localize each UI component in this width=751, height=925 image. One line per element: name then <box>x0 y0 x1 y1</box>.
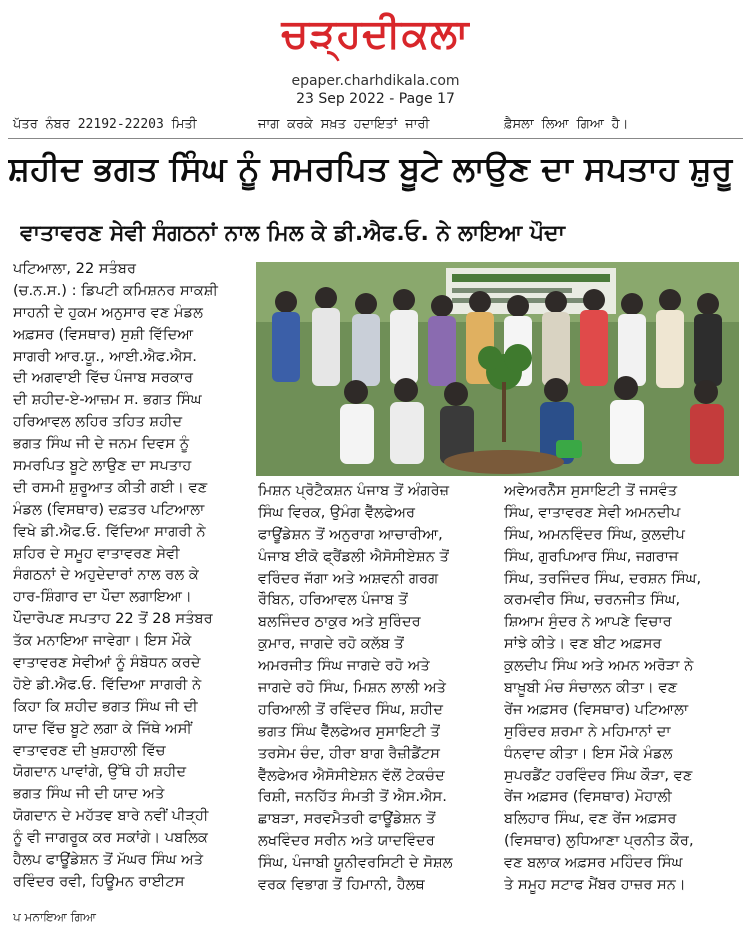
text-line: ਦੀ ਅਗਵਾਈ ਵਿੱਚ ਪੰਜਾਬ ਸਰਕਾਰ <box>13 369 194 387</box>
next-article-fragment: ਪ ਮਨਾਇਆ ਗਿਆ <box>13 910 96 924</box>
text-line: ਹੋਏ ਡੀ.ਐਫ.ਓ. ਵਿੱਦਿਆ ਸਾਗਰੀ ਨੇ <box>13 675 202 693</box>
text-line: ਹਾਰ-ਸ਼ਿੰਗਾਰ ਦਾ ਪੌਦਾ ਲਗਾਇਆ। <box>13 588 192 606</box>
text-line: ਸ਼ਹਿਰ ਦੇ ਸਮੂਹ ਵਾਤਾਵਰਣ ਸੇਵੀ <box>13 544 180 562</box>
text-line: ਹਰਿਆਲੀ ਤੋਂ ਰਵਿੰਦਰ ਸਿੰਘ, ਸ਼ਹੀਦ <box>258 700 443 718</box>
text-line: ਬਲਜਿੰਦਰ ਠਾਕੁਰ ਅਤੇ ਸੁਰਿੰਦਰ <box>258 613 421 631</box>
text-line: ਲਖਵਿੰਦਰ ਸਰੀਨ ਅਤੇ ਯਾਦਵਿੰਦਰ <box>258 832 435 850</box>
overline-right: ਫ਼ੈਸਲਾ ਲਿਆ ਗਿਆ ਹੈ। <box>504 117 629 132</box>
text-line: ਤਰਸੇਮ ਚੰਦ, ਹੀਰਾ ਬਾਗ ਰੈਜ਼ੀਡੈਂਟਸ <box>258 744 440 762</box>
text-line: ਹੈਲਪ ਫਾਊਂਡੇਸ਼ਨ ਤੋਂ ਮੱਘਰ ਸਿੰਘ ਅਤੇ <box>13 851 204 869</box>
text-line: ਪੌਦਾਰੋਪਣ ਸਪਤਾਹ 22 ਤੋਂ 28 ਸਤੰਬਰ <box>13 610 213 628</box>
text-line: ਅਮਰਜੀਤ ਸਿੰਘ ਜਾਗਦੇ ਰਹੋ ਅਤੇ <box>258 657 430 675</box>
text-line: ਰਵਿੰਦਰ ਰਵੀ, ਹਿਊਮਨ ਰਾਈਟਸ <box>13 872 185 890</box>
text-line: ਵੈੱਲਫੇਅਰ ਐਸੋਸੀਏਸ਼ਨ ਵੱਲੋਂ ਟੇਕਚੰਦ <box>258 766 445 784</box>
text-line: ਰੌਬਿਨ, ਹਰਿਆਵਲ ਪੰਜਾਬ ਤੋਂ <box>258 591 408 609</box>
text-line: (ਚ.ਨ.ਸ.) : ਡਿਪਟੀ ਕਮਿਸ਼ਨਰ ਸਾਕਸ਼ੀ <box>13 281 218 299</box>
page-info: 23 Sep 2022 - Page 17 <box>296 91 455 107</box>
text-line: ਰੇਂਜ ਅਫ਼ਸਰ (ਵਿਸਥਾਰ) ਮੋਹਾਲੀ <box>504 788 672 806</box>
source-url: epaper.charhdikala.com <box>291 73 460 89</box>
overline-left: ਪੱਤਰ ਨੰਬਰ 22192-22203 ਮਿਤੀ <box>13 117 197 132</box>
text-line: ਕਰਮਵੀਰ ਸਿੰਘ, ਚਰਨਜੀਤ ਸਿੰਘ, <box>504 591 681 609</box>
text-line: ਵਾਤਾਵਰਣ ਸੇਵੀਆਂ ਨੂੰ ਸੰਬੋਧਨ ਕਰਦੇ <box>13 654 201 672</box>
text-line: ਤੇ ਸਮੂਹ ਸਟਾਫ ਮੈਂਬਰ ਹਾਜ਼ਰ ਸਨ। <box>504 876 686 894</box>
text-line: ਭਗਤ ਸਿੰਘ ਜੀ ਦੀ ਯਾਦ ਅਤੇ <box>13 785 165 803</box>
text-line: ਵਰਿੰਦਰ ਜੱਗਾ ਅਤੇ ਅਸ਼ਵਨੀ ਗਰਗ <box>258 569 439 587</box>
text-line: ਸਾਹਨੀ ਦੇ ਹੁਕਮ ਅਨੁਸਾਰ ਵਣ ਮੰਡਲ <box>13 303 203 321</box>
text-line: ਸੰਗਠਨਾਂ ਦੇ ਅਹੁਦੇਦਾਰਾਂ ਨਾਲ ਰਲ ਕੇ <box>13 566 199 584</box>
previous-article-strip <box>0 114 751 136</box>
text-line: ਵਰਕ ਵਿਭਾਗ ਤੋਂ ਹਿਮਾਨੀ, ਹੈਲਥ <box>258 876 425 894</box>
overline-middle: ਜਾਗ ਕਰਕੇ ਸਖ਼ਤ ਹਦਾਇਤਾਂ ਜਾਰੀ <box>258 117 430 132</box>
article-headline: ਸ਼ਹੀਦ ਭਗਤ ਸਿੰਘ ਨੂੰ ਸਮਰਪਿਤ ਬੂਟੇ ਲਾਉਣ ਦਾ ਸਪਤਾਹ ਸ਼ੁਰੂ <box>8 149 733 188</box>
text-line: ਧੰਨਵਾਦ ਕੀਤਾ। ਇਸ ਮੌਕੇ ਮੰਡਲ <box>504 744 673 762</box>
article-photo <box>256 262 739 476</box>
text-line: ਸਿੰਘ, ਵਾਤਾਵਰਣ ਸੇਵੀ ਅਮਨਦੀਪ <box>504 503 681 521</box>
text-line: ਯਾਦ ਵਿੱਚ ਬੂਟੇ ਲਗਾ ਕੇ ਜਿੱਥੇ ਅਸੀਂ <box>13 719 192 737</box>
text-line: ਜਾਗਦੇ ਰਹੋ ਸਿੰਘ, ਮਿਸ਼ਨ ਲਾਲੀ ਅਤੇ <box>258 679 446 697</box>
text-line: ਮੰਡਲ (ਵਿਸਥਾਰ) ਦਫ਼ਤਰ ਪਟਿਆਲਾ <box>13 500 205 518</box>
text-line: ਸ਼ਿਆਮ ਸੁੰਦਰ ਨੇ ਆਪਣੇ ਵਿਚਾਰ <box>504 613 672 631</box>
text-line: ਦੀ ਸ਼ਹੀਦ-ਏ-ਆਜ਼ਮ ਸ. ਭਗਤ ਸਿੰਘ <box>13 391 202 409</box>
divider <box>8 138 743 139</box>
text-line: ਮਿਸ਼ਨ ਪ੍ਰੋਟੈਕਸ਼ਨ ਪੰਜਾਬ ਤੋਂ ਅੰਗਰੇਜ਼ <box>258 482 450 499</box>
text-line: ਭਗਤ ਸਿੰਘ ਜੀ ਦੇ ਜਨਮ ਦਿਵਸ ਨੂੰ <box>13 435 190 453</box>
text-line: ਦੀ ਰਸਮੀ ਸ਼ੁਰੂਆਤ ਕੀਤੀ ਗਈ। ਵਣ <box>13 478 208 496</box>
text-line: ਰਿਸ਼ੀ, ਜਨਹਿੱਤ ਸੰਮਤੀ ਤੋਂ ਐਸ.ਐਸ. <box>258 788 447 806</box>
text-line: ਛਾਬੜਾ, ਸਰਵਮੈਤਰੀ ਫਾਊਂਡੇਸ਼ਨ ਤੋਂ <box>258 810 436 828</box>
text-line: ਸਿੰਘ ਵਿਰਕ, ਉਮੰਗ ਵੈੱਲਫੇਅਰ <box>258 503 416 521</box>
text-line: (ਵਿਸਥਾਰ) ਲੁਧਿਆਣਾ ਪ੍ਰਨੀਤ ਕੌਰ, <box>504 832 694 850</box>
text-line: ਸਮਰਪਿਤ ਬੂਟੇ ਲਾਉਣ ਦਾ ਸਪਤਾਹ <box>13 457 192 475</box>
group-photo-image <box>256 262 739 476</box>
masthead <box>0 0 751 112</box>
article-column-1 <box>13 258 247 908</box>
text-line: ਕਿਹਾ ਕਿ ਸ਼ਹੀਦ ਭਗਤ ਸਿੰਘ ਜੀ ਦੀ <box>13 697 198 715</box>
text-line: ਸਿੰਘ, ਗੁਰਪਿਆਰ ਸਿੰਘ, ਜਗਰਾਜ <box>504 547 679 565</box>
text-line: ਅਵੇਅਰਨੈੱਸ ਸੁਸਾਇਟੀ ਤੋਂ ਜਸਵੰਤ <box>504 482 678 499</box>
text-line: ਵਣ ਬਲਾਕ ਅਫ਼ਸਰ ਮਹਿੰਦਰ ਸਿੰਘ <box>504 854 683 872</box>
text-line: ਅਫ਼ਸਰ (ਵਿਸਥਾਰ) ਸੁਸ਼ੀ ਵਿੱਦਿਆ <box>13 325 194 343</box>
text-line: ਭਗਤ ਸਿੰਘ ਵੈੱਲਫੇਅਰ ਸੁਸਾਇਟੀ ਤੋਂ <box>258 722 440 740</box>
text-line: ਸੁਰਿੰਦਰ ਸ਼ਰਮਾ ਨੇ ਮਹਿਮਾਨਾਂ ਦਾ <box>504 722 671 740</box>
text-line: ਪੰਜਾਬ ਈਕੋ ਫ੍ਰੈਂਡਲੀ ਐਸੋਸੀਏਸ਼ਨ ਤੋਂ <box>258 547 449 565</box>
text-line: ਯੋਗਦਾਨ ਪਾਵਾਂਗੇ, ਉੱਥੇ ਹੀ ਸ਼ਹੀਦ <box>13 763 187 781</box>
text-line: ਪਟਿਆਲਾ, 22 ਸਤੰਬਰ <box>13 260 137 277</box>
text-line: ਬਾਖ਼ੂਬੀ ਮੰਚ ਸੰਚਾਲਨ ਕੀਤਾ। ਵਣ <box>504 679 678 697</box>
newspaper-logo: ਚੜ੍ਹਦੀਕਲਾ <box>281 11 470 57</box>
text-line: ਵਿਖੇ ਡੀ.ਐਫ.ਓ. ਵਿੱਦਿਆ ਸਾਗਰੀ ਨੇ <box>13 522 206 540</box>
text-line: ਰੇਂਜ ਅਫ਼ਸਰ (ਵਿਸਥਾਰ) ਪਟਿਆਲਾ <box>504 700 689 718</box>
text-line: ਤੱਕ ਮਨਾਇਆ ਜਾਵੇਗਾ। ਇਸ ਮੌਕੇ <box>13 632 192 650</box>
text-line: ਕੁਲਦੀਪ ਸਿੰਘ ਅਤੇ ਅਮਨ ਅਰੋੜਾ ਨੇ <box>504 657 694 675</box>
text-line: ਯੋਗਦਾਨ ਦੇ ਮਹੱਤਵ ਬਾਰੇ ਨਵੀਂ ਪੀੜ੍ਹੀ <box>13 807 209 825</box>
text-line: ਸਿੰਘ, ਪੰਜਾਬੀ ਯੂਨੀਵਰਸਿਟੀ ਦੇ ਸੋਸ਼ਲ <box>258 854 453 872</box>
text-line: ਹਰਿਆਵਲ ਲਹਿਰ ਤਹਿਤ ਸ਼ਹੀਦ <box>13 413 183 431</box>
text-line: ਬਲਿਹਾਰ ਸਿੰਘ, ਵਣ ਰੇਂਜ ਅਫ਼ਸਰ <box>504 810 677 828</box>
article-subheadline: ਵਾਤਾਵਰਣ ਸੇਵੀ ਸੰਗਠਨਾਂ ਨਾਲ ਮਿਲ ਕੇ ਡੀ.ਐਫ.ਓ. ਨੇ ਲਾਇਆ ਪੌਦਾ <box>20 221 565 246</box>
article-column-3 <box>504 480 740 908</box>
text-line: ਸਾਂਝੇ ਕੀਤੇ। ਵਣ ਬੀਟ ਅਫ਼ਸਰ <box>504 635 662 653</box>
text-line: ਵਾਤਾਵਰਣ ਦੀ ਖ਼ੁਸ਼ਹਾਲੀ ਵਿੱਚ <box>13 741 166 759</box>
text-line: ਫਾਊਂਡੇਸ਼ਨ ਤੋਂ ਅਨੁਰਾਗ ਆਚਾਰੀਆ, <box>258 525 443 543</box>
text-line: ਨੂੰ ਵੀ ਜਾਗਰੂਕ ਕਰ ਸਕਾਂਗੇ। ਪਬਲਿਕ <box>13 829 208 847</box>
text-line: ਸਿੰਘ, ਤਰਜਿੰਦਰ ਸਿੰਘ, ਦਰਸ਼ਨ ਸਿੰਘ, <box>504 569 702 587</box>
text-line: ਕੁਮਾਰ, ਜਾਗਦੇ ਰਹੋ ਕਲੱਬ ਤੋਂ <box>258 635 404 653</box>
text-line: ਸੁਪਰਡੈਂਟ ਹਰਵਿੰਦਰ ਸਿੰਘ ਕੌੜਾ, ਵਣ <box>504 766 693 784</box>
text-line: ਸਾਗਰੀ ਆਰ.ਯੂ., ਆਈ.ਐਫ.ਐਸ. <box>13 347 197 365</box>
text-line: ਸਿੰਘ, ਅਮਨਵਿੰਦਰ ਸਿੰਘ, ਕੁਲਦੀਪ <box>504 525 685 543</box>
article-column-2 <box>258 480 495 908</box>
